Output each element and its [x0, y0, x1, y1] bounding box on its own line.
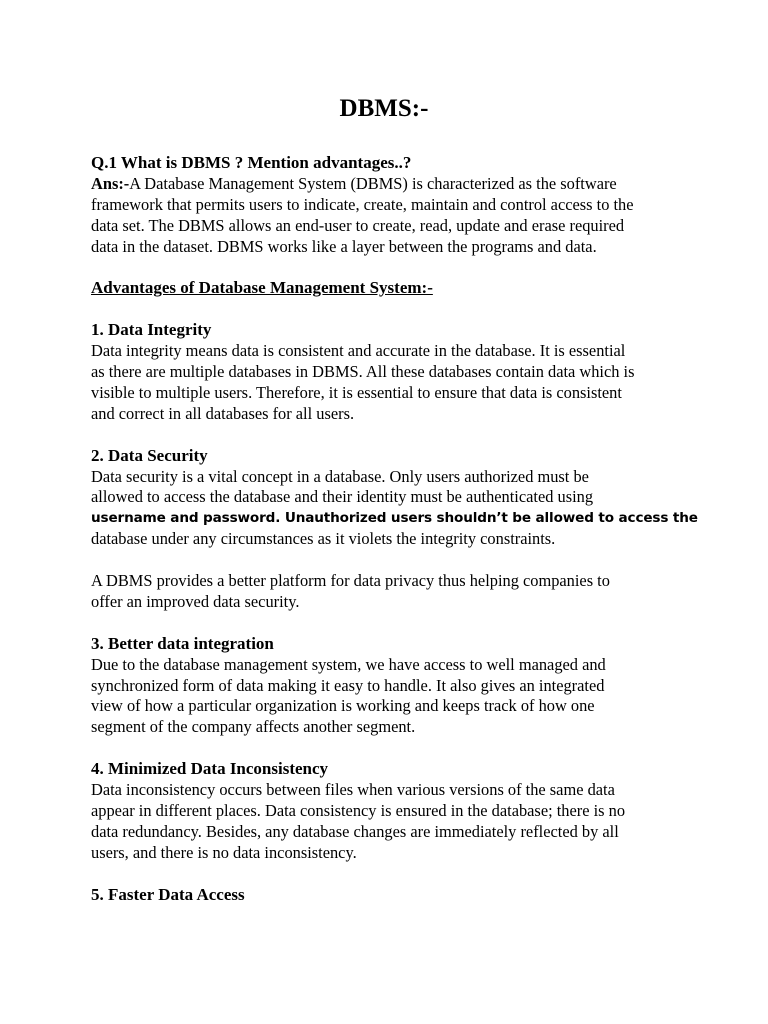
- section-line: Data integrity means data is consistent and accurate in the database. It is essential: [91, 341, 626, 361]
- section-heading-faster-data-access: 5. Faster Data Access: [91, 884, 245, 904]
- section-line: Data security is a vital concept in a database. Only users authorized must be: [91, 466, 589, 486]
- section-line: synchronized form of data making it easy to handle. It also gives an integrated: [91, 675, 605, 695]
- answer-line: data in the dataset. DBMS works like a layer between the programs and data.: [91, 236, 597, 256]
- section-line: and correct in all databases for all users.: [91, 403, 355, 423]
- answer-line: data set. The DBMS allows an end-user to create, read, update and erase required: [91, 215, 625, 235]
- section-heading-data-security: 2. Data Security: [91, 445, 208, 465]
- answer-line: framework that permits users to indicate, create, maintain and control access to the: [91, 194, 634, 214]
- section-line: Data inconsistency occurs between files when various versions of the same data: [91, 780, 615, 800]
- answer-text: A Database Management System (DBMS) is characterized as the software: [129, 173, 617, 193]
- section-line: A DBMS provides a better platform for data privacy thus helping companies to: [91, 571, 610, 591]
- section-line: view of how a particular organization is working and keeps track of how one: [91, 696, 595, 716]
- section-line: visible to multiple users. Therefore, it is essential to ensure that data is consistent: [91, 382, 622, 402]
- section-heading-data-integration: 3. Better data integration: [91, 633, 274, 653]
- answer-line: [91, 174, 691, 195]
- advantages-heading: Advantages of Database Management System:-: [91, 278, 433, 298]
- section-line: segment of the company affects another segment.: [91, 717, 416, 737]
- section-line: as there are multiple databases in DBMS. All these databases contain data which is: [91, 362, 635, 382]
- section-line: Due to the database management system, we have access to well managed and: [91, 654, 606, 674]
- document-body: [91, 153, 698, 906]
- section-line: allowed to access the database and their identity must be authenticated using: [91, 487, 594, 507]
- page-title: DBMS:-: [339, 95, 429, 122]
- section-line: database under any circumstances as it violets the integrity constraints.: [91, 529, 556, 549]
- section-line: data redundancy. Besides, any database changes are immediately reflected by all: [91, 821, 619, 841]
- section-heading-data-integrity: 1. Data Integrity: [91, 320, 212, 340]
- section-heading-data-inconsistency: 4. Minimized Data Inconsistency: [91, 759, 329, 779]
- section-line: appear in different places. Data consistency is ensured in the database; there is no: [91, 801, 626, 820]
- question-heading: Q.1 What is DBMS ? Mention advantages..?: [91, 153, 412, 172]
- section-line: offer an improved data security.: [91, 591, 300, 611]
- section-line: username and password. Unauthorized users shouldn’t be allowed to access the: [91, 510, 698, 527]
- answer-label: Ans:-: [91, 173, 130, 193]
- section-line: users, and there is no data inconsistency.: [91, 842, 357, 862]
